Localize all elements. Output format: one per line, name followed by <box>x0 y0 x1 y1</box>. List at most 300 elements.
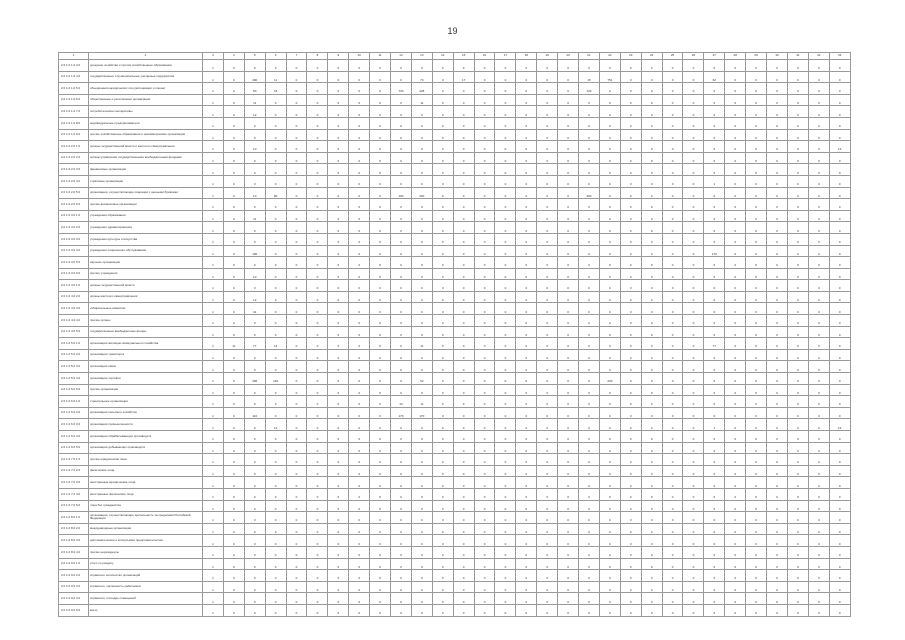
value-cell: 0 <box>244 570 265 582</box>
value-cell: 0 <box>516 488 537 500</box>
value-cell: 0 <box>725 303 746 315</box>
value-cell: 0 <box>558 291 579 303</box>
value-cell: 0 <box>307 535 328 547</box>
value-cell: 0 <box>683 94 704 106</box>
value-cell: 0 <box>683 373 704 385</box>
value-cell: 0 <box>829 152 850 164</box>
value-cell: 0 <box>683 60 704 72</box>
value-cell: 0 <box>579 257 600 269</box>
value-cell: 0 <box>411 315 432 327</box>
value-cell: 0 <box>704 94 725 106</box>
value-cell: 0 <box>599 581 620 593</box>
value-cell: 0 <box>787 83 808 95</box>
value-cell: 0 <box>286 361 307 373</box>
row-code-cell: 2.0 1.0 7.0 4.0 <box>59 488 89 500</box>
value-cell: 0 <box>495 546 516 558</box>
row-code-cell: 2.0 1.0 6.0 5.0 <box>59 442 89 454</box>
value-cell: 0 <box>453 141 474 153</box>
value-cell: 0 <box>662 94 683 106</box>
value-cell: 0 <box>662 512 683 524</box>
value-cell: 0 <box>265 141 286 153</box>
value-cell: 0 <box>704 488 725 500</box>
column-header: 14 <box>432 53 453 60</box>
value-cell: 0 <box>307 152 328 164</box>
value-cell: 0 <box>704 373 725 385</box>
value-cell: 0 <box>307 512 328 524</box>
table-row <box>59 361 851 373</box>
row-code-cell: 2.0 1.0 3.0 4.0 <box>59 245 89 257</box>
value-cell: 0 <box>349 83 370 95</box>
value-cell: 0 <box>620 465 641 477</box>
value-cell: 0 <box>808 117 829 129</box>
value-cell: 0 <box>349 291 370 303</box>
value-cell: 0 <box>265 454 286 466</box>
value-cell: 0 <box>599 361 620 373</box>
value-cell: 0 <box>662 257 683 269</box>
value-cell: 0 <box>349 349 370 361</box>
table-row <box>59 245 851 257</box>
value-cell: 0 <box>641 396 662 408</box>
value-cell: 0 <box>265 581 286 593</box>
value-cell: 0 <box>641 442 662 454</box>
value-cell: 0 <box>787 396 808 408</box>
table-row <box>59 326 851 338</box>
value-cell: 1 <box>203 303 224 315</box>
value-cell: 0 <box>599 326 620 338</box>
value-cell: 0 <box>746 71 767 83</box>
value-cell: 0 <box>391 442 412 454</box>
value-cell: 0 <box>787 419 808 431</box>
value-cell: 0 <box>516 581 537 593</box>
value-cell: 0 <box>620 396 641 408</box>
value-cell: 0 <box>829 384 850 396</box>
value-cell: 0 <box>620 454 641 466</box>
row-code-cell: 2.0 1.0 2.0 2.0 <box>59 152 89 164</box>
value-cell: 0 <box>307 233 328 245</box>
value-cell: 0 <box>516 604 537 616</box>
value-cell: 0 <box>265 488 286 500</box>
row-code-cell: 2.0 1.0 5.0 3.0 <box>59 361 89 373</box>
value-cell: 0 <box>767 257 788 269</box>
value-cell: 1 <box>203 604 224 616</box>
value-cell: 0 <box>599 546 620 558</box>
value-cell: 0 <box>453 581 474 593</box>
value-cell: 0 <box>746 303 767 315</box>
value-cell: 0 <box>391 152 412 164</box>
value-cell: 0 <box>641 210 662 222</box>
value-cell: 0 <box>767 396 788 408</box>
value-cell: 0 <box>516 349 537 361</box>
value-cell: 0 <box>307 349 328 361</box>
value-cell: 0 <box>579 523 600 535</box>
value-cell: 0 <box>453 326 474 338</box>
value-cell: 0 <box>349 488 370 500</box>
value-cell: 0 <box>558 546 579 558</box>
value-cell: 0 <box>244 315 265 327</box>
value-cell: 0 <box>411 546 432 558</box>
value-cell: 1 <box>203 268 224 280</box>
value-cell: 0 <box>558 500 579 512</box>
value-cell: 0 <box>558 71 579 83</box>
value-cell: 0 <box>746 210 767 222</box>
value-cell: 0 <box>704 581 725 593</box>
value-cell: 0 <box>829 210 850 222</box>
value-cell: 1 <box>203 419 224 431</box>
value-cell: 0 <box>432 164 453 176</box>
value-cell: 0 <box>662 500 683 512</box>
value-cell: 0 <box>391 257 412 269</box>
value-cell: 0 <box>829 454 850 466</box>
value-cell: 0 <box>474 291 495 303</box>
value-cell: 0 <box>223 60 244 72</box>
value-cell: 0 <box>558 315 579 327</box>
value-cell: 0 <box>349 106 370 118</box>
value-cell: 0 <box>307 373 328 385</box>
value-cell: 0 <box>391 326 412 338</box>
page-number: 19 <box>447 26 458 36</box>
value-cell: 0 <box>223 465 244 477</box>
row-code-cell: 2.0 1.0 1.0 4.0 <box>59 71 89 83</box>
value-cell: 0 <box>474 117 495 129</box>
value-cell: 0 <box>474 94 495 106</box>
value-cell: 0 <box>370 396 391 408</box>
value-cell: 0 <box>453 315 474 327</box>
row-name-cell: научные организации <box>89 257 203 269</box>
value-cell: 0 <box>641 361 662 373</box>
value-cell: 0 <box>662 465 683 477</box>
value-cell: 0 <box>683 268 704 280</box>
value-cell: 0 <box>411 245 432 257</box>
value-cell: 228 <box>411 83 432 95</box>
value-cell: 0 <box>370 454 391 466</box>
value-cell: 0 <box>432 210 453 222</box>
value-cell: 0 <box>370 442 391 454</box>
value-cell: 0 <box>558 407 579 419</box>
value-cell: 0 <box>620 164 641 176</box>
value-cell: 0 <box>223 593 244 605</box>
value-cell: 0 <box>286 187 307 199</box>
value-cell: 0 <box>579 94 600 106</box>
value-cell: 0 <box>495 407 516 419</box>
value-cell: 0 <box>411 512 432 524</box>
value-cell: 0 <box>516 500 537 512</box>
value-cell: 0 <box>746 512 767 524</box>
value-cell: 0 <box>432 570 453 582</box>
value-cell: 0 <box>725 546 746 558</box>
value-cell: 0 <box>307 419 328 431</box>
value-cell: 0 <box>767 222 788 234</box>
value-cell: 0 <box>683 535 704 547</box>
row-code-cell: 2.0 1.0 8.0 1.0 <box>59 512 89 524</box>
value-cell: 0 <box>370 477 391 489</box>
value-cell: 0 <box>349 175 370 187</box>
value-cell: 0 <box>495 129 516 141</box>
row-name-cell: страховые организации <box>89 175 203 187</box>
value-cell: 0 <box>328 257 349 269</box>
value-cell: 0 <box>223 245 244 257</box>
value-cell: 1 <box>203 500 224 512</box>
value-cell: 1 <box>203 152 224 164</box>
value-cell: 0 <box>641 512 662 524</box>
value-cell: 0 <box>558 83 579 95</box>
value-cell: 0 <box>683 187 704 199</box>
value-cell: 1 <box>203 291 224 303</box>
value-cell: 0 <box>349 338 370 350</box>
value-cell: 0 <box>746 152 767 164</box>
table-row <box>59 546 851 558</box>
value-cell: 0 <box>244 280 265 292</box>
value-cell: 0 <box>265 222 286 234</box>
value-cell: 0 <box>767 152 788 164</box>
value-cell: 0 <box>537 94 558 106</box>
value-cell: 0 <box>411 454 432 466</box>
value-cell: 0 <box>286 465 307 477</box>
value-cell: 0 <box>286 257 307 269</box>
table-row <box>59 152 851 164</box>
value-cell: 0 <box>307 222 328 234</box>
value-cell: 0 <box>620 117 641 129</box>
value-cell: 720 <box>391 83 412 95</box>
value-cell: 0 <box>349 222 370 234</box>
value-cell: 0 <box>370 488 391 500</box>
value-cell: 0 <box>223 71 244 83</box>
value-cell: 0 <box>223 210 244 222</box>
value-cell: 0 <box>223 141 244 153</box>
value-cell: 0 <box>704 141 725 153</box>
value-cell: 0 <box>579 500 600 512</box>
value-cell: 0 <box>432 454 453 466</box>
value-cell: 0 <box>620 558 641 570</box>
value-cell: 0 <box>558 361 579 373</box>
value-cell: 1 <box>203 245 224 257</box>
value-cell: 0 <box>579 604 600 616</box>
table-row <box>59 175 851 187</box>
value-cell: 0 <box>662 419 683 431</box>
value-cell: 0 <box>391 106 412 118</box>
value-cell: 0 <box>641 280 662 292</box>
value-cell: 0 <box>411 465 432 477</box>
value-cell: 0 <box>307 477 328 489</box>
value-cell: 0 <box>223 187 244 199</box>
value-cell: 0 <box>432 593 453 605</box>
table-row <box>59 581 851 593</box>
value-cell: 0 <box>579 361 600 373</box>
value-cell: 52 <box>411 373 432 385</box>
value-cell: 0 <box>370 523 391 535</box>
row-name-cell: итого по разделу <box>89 558 203 570</box>
value-cell: 0 <box>474 477 495 489</box>
value-cell: 0 <box>808 593 829 605</box>
value-cell: 0 <box>725 280 746 292</box>
value-cell: 0 <box>495 152 516 164</box>
column-header: 3 <box>203 53 224 60</box>
value-cell: 0 <box>516 512 537 524</box>
value-cell: 0 <box>265 268 286 280</box>
value-cell: 0 <box>453 500 474 512</box>
row-code-cell: 2.0 1.0 5.0 2.0 <box>59 349 89 361</box>
column-header: 11 <box>370 53 391 60</box>
value-cell: 0 <box>370 83 391 95</box>
value-cell: 0 <box>558 581 579 593</box>
value-cell: 0 <box>474 349 495 361</box>
value-cell: 0 <box>746 373 767 385</box>
value-cell: 0 <box>453 396 474 408</box>
value-cell: 0 <box>328 187 349 199</box>
column-header: 24 <box>641 53 662 60</box>
table-row <box>59 117 851 129</box>
value-cell: 0 <box>495 280 516 292</box>
value-cell: 0 <box>265 593 286 605</box>
value-cell: 0 <box>599 349 620 361</box>
value-cell: 0 <box>223 83 244 95</box>
value-cell: 0 <box>808 303 829 315</box>
value-cell: 0 <box>767 431 788 443</box>
value-cell: 0 <box>328 373 349 385</box>
value-cell: 0 <box>599 384 620 396</box>
value-cell: 0 <box>516 71 537 83</box>
value-cell: 0 <box>411 129 432 141</box>
value-cell: 0 <box>391 558 412 570</box>
value-cell: 0 <box>662 523 683 535</box>
value-cell: 0 <box>391 303 412 315</box>
value-cell: 0 <box>662 152 683 164</box>
value-cell: 0 <box>808 280 829 292</box>
value-cell: 0 <box>286 454 307 466</box>
value-cell: 0 <box>265 465 286 477</box>
value-cell: 0 <box>265 164 286 176</box>
value-cell: 0 <box>265 500 286 512</box>
value-cell: 0 <box>787 71 808 83</box>
value-cell: 0 <box>495 373 516 385</box>
row-code-cell: 2.0 1.0 9.0 4.0 <box>59 593 89 605</box>
value-cell: 11 <box>223 338 244 350</box>
value-cell: 0 <box>516 384 537 396</box>
table-row <box>59 419 851 431</box>
value-cell: 0 <box>641 315 662 327</box>
value-cell: 0 <box>391 581 412 593</box>
table-row <box>59 83 851 95</box>
table-row <box>59 257 851 269</box>
value-cell: 0 <box>808 454 829 466</box>
value-cell: 0 <box>349 71 370 83</box>
row-code-cell: 2.0 1.0 3.0 6.0 <box>59 268 89 280</box>
value-cell: 0 <box>453 419 474 431</box>
value-cell: 0 <box>474 442 495 454</box>
value-cell: 0 <box>787 141 808 153</box>
value-cell: 0 <box>328 604 349 616</box>
value-cell: 12 <box>244 106 265 118</box>
value-cell: 0 <box>432 326 453 338</box>
value-cell: 0 <box>223 581 244 593</box>
value-cell: 0 <box>244 152 265 164</box>
value-cell: 0 <box>746 175 767 187</box>
table-row <box>59 129 851 141</box>
value-cell: 0 <box>370 546 391 558</box>
value-cell: 0 <box>620 245 641 257</box>
value-cell: 0 <box>599 442 620 454</box>
value-cell: 0 <box>328 349 349 361</box>
value-cell: 0 <box>641 500 662 512</box>
value-cell: 0 <box>307 338 328 350</box>
value-cell: 0 <box>516 233 537 245</box>
value-cell: 0 <box>453 593 474 605</box>
value-cell: 0 <box>725 523 746 535</box>
value-cell: 0 <box>641 60 662 72</box>
value-cell: 0 <box>787 245 808 257</box>
value-cell: 0 <box>265 210 286 222</box>
value-cell: 0 <box>829 465 850 477</box>
value-cell: 0 <box>244 581 265 593</box>
value-cell: 0 <box>516 477 537 489</box>
value-cell: 0 <box>767 280 788 292</box>
value-cell: 0 <box>370 512 391 524</box>
value-cell: 0 <box>767 83 788 95</box>
value-cell: 0 <box>474 210 495 222</box>
value-cell: 0 <box>516 152 537 164</box>
value-cell: 0 <box>641 431 662 443</box>
value-cell: 0 <box>767 303 788 315</box>
value-cell: 0 <box>223 326 244 338</box>
value-cell: 0 <box>349 141 370 153</box>
value-cell: 0 <box>787 477 808 489</box>
value-cell: 0 <box>223 570 244 582</box>
value-cell: 0 <box>829 291 850 303</box>
value-cell: 0 <box>244 129 265 141</box>
value-cell: 0 <box>704 431 725 443</box>
value-cell: 0 <box>432 535 453 547</box>
value-cell: 0 <box>411 488 432 500</box>
value-cell: 0 <box>349 442 370 454</box>
value-cell: 0 <box>579 199 600 211</box>
value-cell: 0 <box>558 535 579 547</box>
value-cell: 0 <box>787 558 808 570</box>
row-name-cell: физические лица <box>89 465 203 477</box>
value-cell: 0 <box>683 512 704 524</box>
value-cell: 0 <box>746 535 767 547</box>
value-cell: 0 <box>808 257 829 269</box>
table-row <box>59 141 851 153</box>
value-cell: 0 <box>495 465 516 477</box>
value-cell: 0 <box>767 326 788 338</box>
value-cell: 0 <box>474 361 495 373</box>
value-cell: 0 <box>474 396 495 408</box>
value-cell: 0 <box>558 349 579 361</box>
value-cell: 0 <box>620 71 641 83</box>
value-cell: 0 <box>579 546 600 558</box>
value-cell: 0 <box>349 117 370 129</box>
value-cell: 0 <box>370 117 391 129</box>
value-cell: 0 <box>286 604 307 616</box>
value-cell: 0 <box>829 315 850 327</box>
column-header: 20 <box>558 53 579 60</box>
value-cell: 0 <box>787 523 808 535</box>
value-cell: 0 <box>474 581 495 593</box>
value-cell: 0 <box>391 477 412 489</box>
value-cell: 0 <box>641 546 662 558</box>
value-cell: 0 <box>432 60 453 72</box>
value-cell: 0 <box>829 431 850 443</box>
value-cell: 0 <box>641 604 662 616</box>
value-cell: 0 <box>370 199 391 211</box>
value-cell: 0 <box>558 465 579 477</box>
column-header: 4 <box>223 53 244 60</box>
value-cell: 0 <box>432 419 453 431</box>
value-cell: 0 <box>808 500 829 512</box>
value-cell: 0 <box>265 361 286 373</box>
value-cell: 0 <box>223 488 244 500</box>
value-cell: 0 <box>599 83 620 95</box>
value-cell: 0 <box>641 117 662 129</box>
